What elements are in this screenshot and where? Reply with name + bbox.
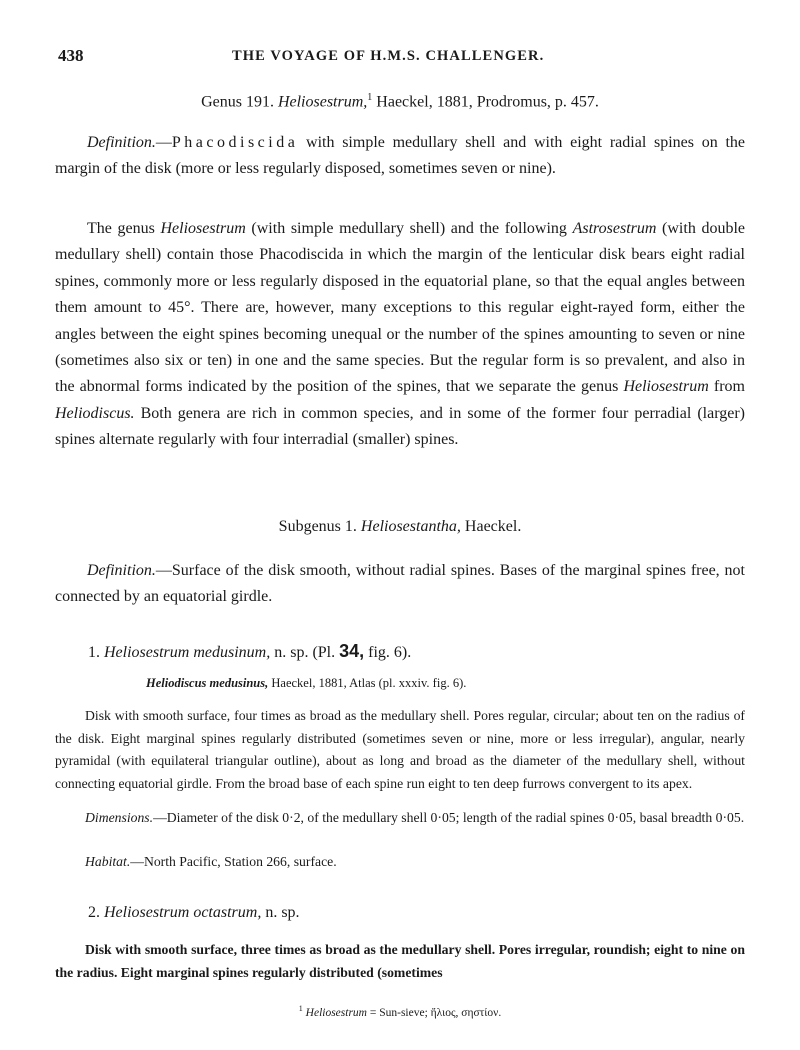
running-title: THE VOYAGE OF H.M.S. CHALLENGER. xyxy=(232,48,545,64)
species-2-heading: 2. Heliosestrum octastrum, n. sp. xyxy=(88,904,300,921)
subgenus-heading: Subgenus 1. Heliosestantha, Haeckel. xyxy=(278,518,522,535)
species-1-dimensions: Dimensions.—Diameter of the disk 0·2, of the medullary shell 0·05; length of the radial spines 0·05, basal breadth 0·05. xyxy=(85,810,745,825)
species-1-synonym: Heliodiscus medusinus, Haeckel, 1881, Atlas (pl. xxxiv. fig. 6). xyxy=(146,676,467,690)
genus-intro-paragraph: The genus Heliosestrum (with simple medullary shell) and the following Astrosestrum (with double medullary shell) contain those Phacodiscida in which the margin of the lenticular disk bears eight radial spines, commonly more or less regularly disposed in the equatorial plane, so that the equal angles between them amount to 45°. There are, however, many exceptions to this regular eight-rayed form, either the angles between the eight spines becoming unequal or the number of the spines amounting to seven or nine (sometimes also six or ten) in one and the same species. But the regular form is so prevalent, and also in the abnormal forms indicated by the position of the spines, that we separate the genus Heliosestrum from Heliodiscus. Both genera are rich in common species, and in some of the former four perradial (larger) spines alternate regularly with four interradial (smaller) spines. xyxy=(55,220,746,449)
genus-definition: Definition.—Phacodiscida with simple medullary shell and with eight radial spines on the margin of the disk (more or less regularly disposed, sometimes seven or nine). xyxy=(55,134,745,178)
species-1-heading: 1. Heliosestrum medusinum, n. sp. (Pl. 34, fig. 6). xyxy=(88,641,412,661)
family-name: Phacodiscida xyxy=(171,134,299,151)
genus-prefix: Genus 191. xyxy=(201,93,274,111)
species-1-description: Disk with smooth surface, four times as broad as the medullary shell. Pores regular, circular; about ten on the radius of the disk. Eight marginal spines regularly distributed (sometimes seven or nine, more or less irregular), angular, nearly pyramidal (with equilateral triangular outline), about as long and broad as the diameter of the medullary shell, without connecting equatorial girdle. From the broad base of each spine run eight to ten deep furrows convergent to its apex. xyxy=(55,708,745,791)
genus-authority: Haeckel, 1881, Prodromus, p. 457. xyxy=(372,93,599,111)
plate-number: 34, xyxy=(339,641,365,661)
subgenus-name: Heliosestantha, xyxy=(360,518,461,535)
genus-name: Heliosestrum, xyxy=(277,93,368,111)
definition-label: Definition. xyxy=(87,134,156,151)
species-1-habitat: Habitat.—North Pacific, Station 266, surface. xyxy=(85,854,337,869)
footnote-marker: 1 xyxy=(367,92,373,103)
genus-heading xyxy=(0,92,800,111)
footnote: $^1$ Heliosestrum = Sun-sieve; ἥλιος, σηστίον. xyxy=(298,1004,502,1019)
page-number: 438 xyxy=(58,46,84,65)
species-2-name: Heliosestrum octastrum, xyxy=(104,904,262,921)
subgenus-definition: Definition.—Surface of the disk smooth, without radial spines. Bases of the marginal spines free, not connected by an equatorial girdle. xyxy=(55,562,745,606)
species-1-name: Heliosestrum medusinum, xyxy=(104,644,271,661)
species-2-description: Disk with smooth surface, three times as broad as the medullary shell. Pores irregular, roundish; eight to nine on the radius. Eight marginal spines regularly distributed (sometimes xyxy=(55,942,745,980)
